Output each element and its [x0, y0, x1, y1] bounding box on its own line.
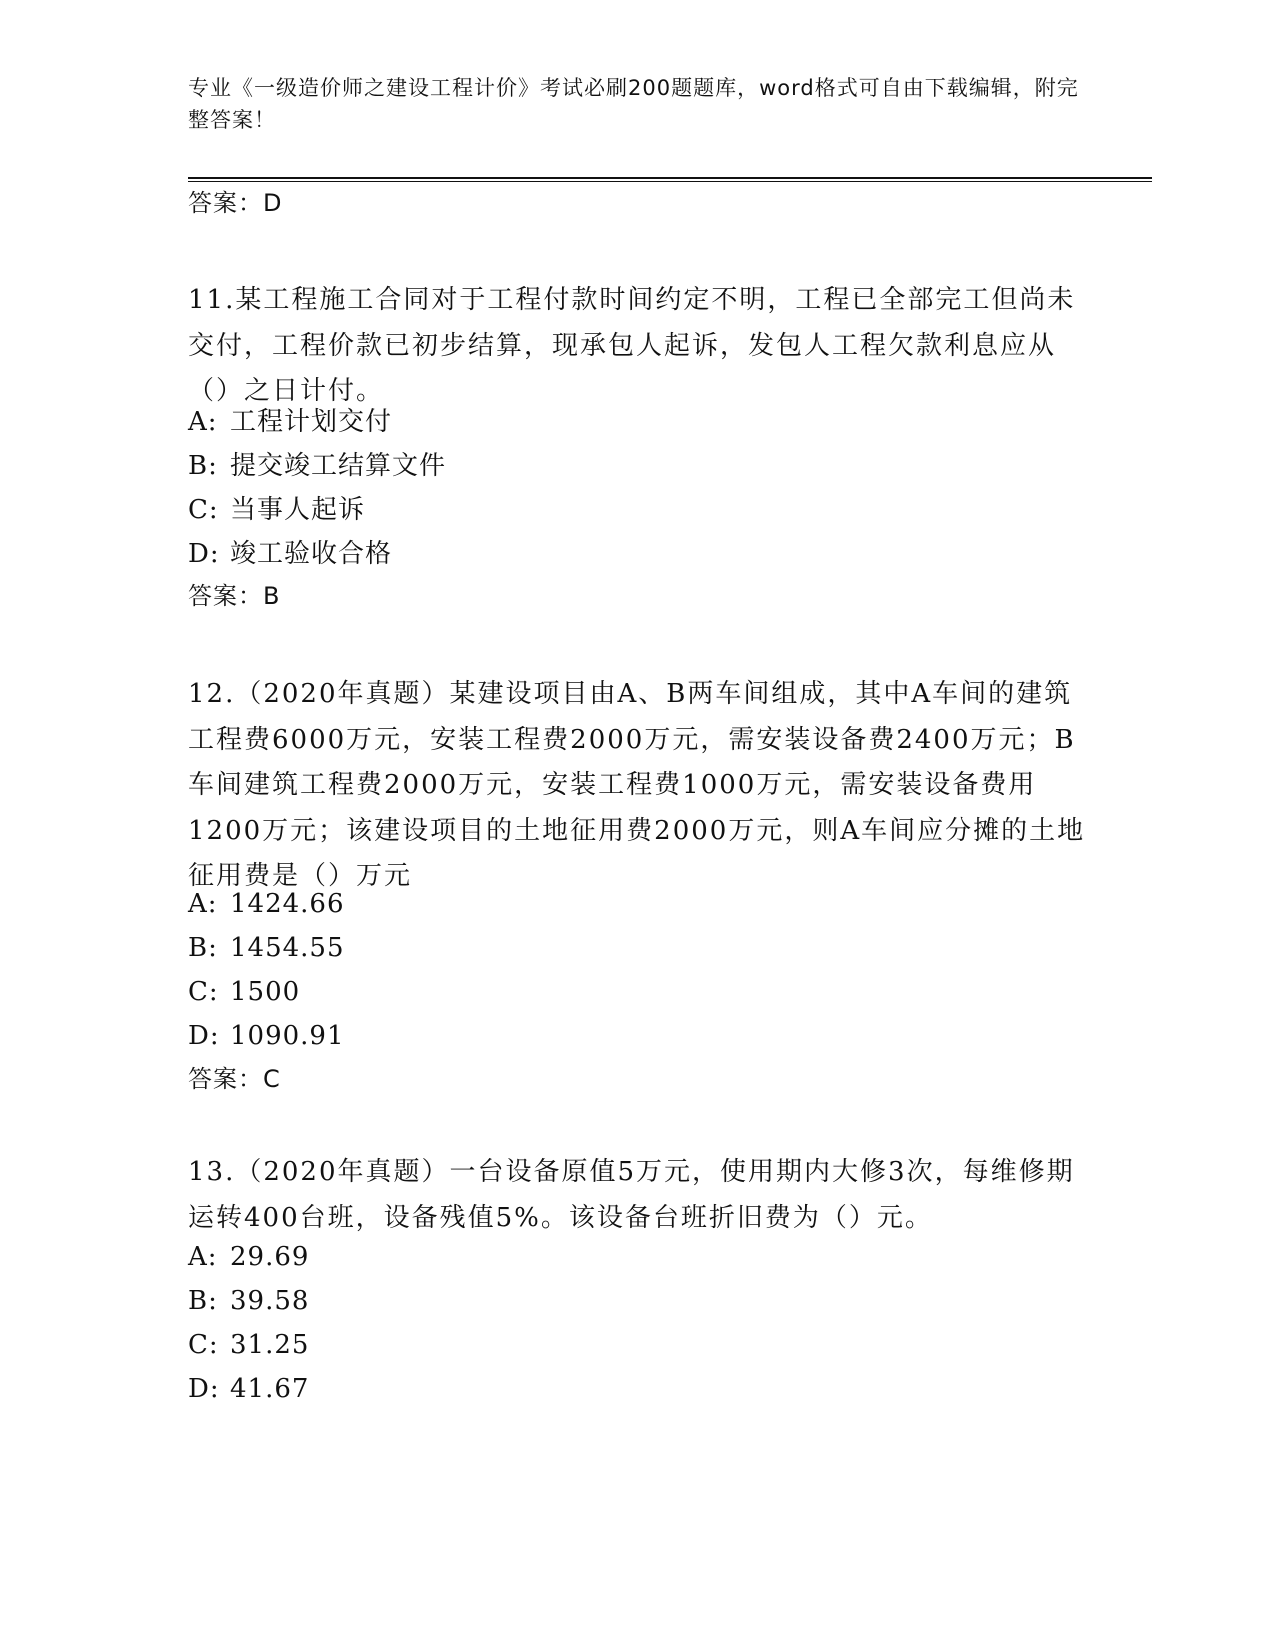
question-11-option-c: [188, 493, 365, 527]
option-label: B:: [188, 451, 218, 481]
question-13-option-d: [188, 1372, 309, 1406]
question-12-text: 12.（2020年真题）某建设项目由A、B两车间组成，其中A车间的建筑工程费6000万元，安装工程费2000万元，需安装设备费2400万元；B车间建筑工程费2000万元，安装工程费1000万元，需安装设备费用1200万元；该建设项目的土地征用费2000万元，则A车间应分摊的土地征用费是（）万元: [188, 679, 1086, 891]
question-13-text: 13.（2020年真题）一台设备原值5万元，使用期内大修3次，每维修期运转400台班，设备残值5%。该设备台班折旧费为（）元。: [188, 1157, 1075, 1233]
option-label: A:: [188, 1242, 218, 1272]
question-12-option-b: [188, 931, 345, 965]
option-text: 竣工验收合格: [230, 539, 393, 569]
option-label: C:: [188, 977, 219, 1007]
option-label: B:: [188, 933, 218, 963]
option-text: 提交竣工结算文件: [230, 451, 447, 481]
question-11-option-a: [188, 405, 392, 439]
question-12-option-a: [188, 887, 345, 921]
option-text: 41.67: [230, 1374, 310, 1404]
question-12-answer: 答案：C: [188, 1065, 281, 1093]
option-text: 1090.91: [230, 1021, 345, 1051]
option-label: A:: [188, 407, 218, 437]
option-text: 当事人起诉: [230, 495, 366, 525]
question-13-option-b: [188, 1284, 309, 1318]
option-text: 1454.55: [230, 933, 345, 963]
option-label: D:: [188, 1021, 220, 1051]
option-label: A:: [188, 889, 218, 919]
option-text: 39.58: [230, 1286, 310, 1316]
question-11-answer: 答案：B: [188, 582, 281, 610]
option-text: 1424.66: [230, 889, 345, 919]
document-header: 专业《一级造价师之建设工程计价》考试必刷200题题库，word格式可自由下载编辑，附完整答案！: [188, 76, 1079, 132]
option-label: C:: [188, 495, 219, 525]
question-11-text: 11.某工程施工合同对于工程付款时间约定不明，工程已全部完工但尚未交付，工程价款已初步结算，现承包人起诉，发包人工程欠款利息应从（）之日计付。: [188, 285, 1076, 406]
question-11-option-d: [188, 537, 392, 571]
question-11-option-b: [188, 449, 446, 483]
header-divider: [188, 177, 1152, 179]
option-label: D:: [188, 1374, 220, 1404]
option-text: 1500: [230, 977, 301, 1007]
option-label: C:: [188, 1330, 219, 1360]
previous-question-answer: 答案：D: [188, 189, 283, 217]
option-label: B:: [188, 1286, 218, 1316]
question-13-option-c: [188, 1328, 309, 1362]
option-text: 29.69: [230, 1242, 310, 1272]
option-text: 31.25: [230, 1330, 310, 1360]
option-label: D:: [188, 539, 220, 569]
question-12-option-d: [188, 1019, 345, 1053]
option-text: 工程计划交付: [230, 407, 393, 437]
header-divider-thin: [188, 181, 1152, 182]
question-13-option-a: [188, 1240, 309, 1274]
question-12-option-c: [188, 975, 300, 1009]
